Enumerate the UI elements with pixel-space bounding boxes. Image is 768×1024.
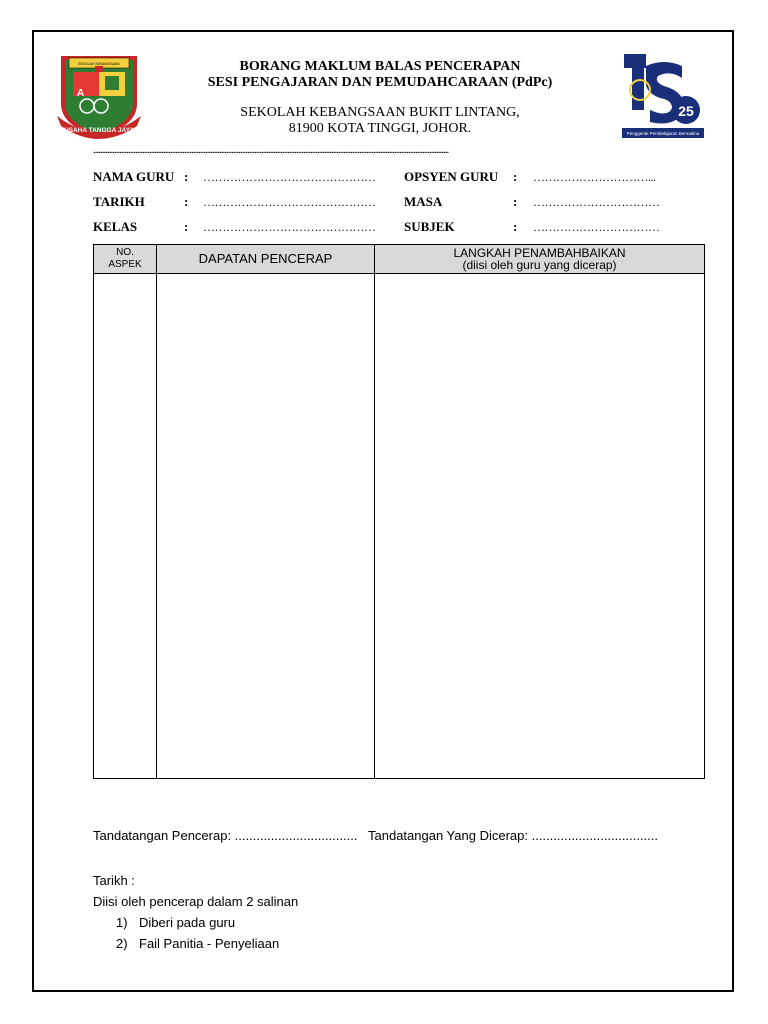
col-dapatan-header: DAPATAN PENCERAP: [157, 245, 375, 274]
kelas-field[interactable]: ………………………………………: [203, 220, 376, 234]
crest-motto: USAHA TANGGA JAYA: [63, 127, 135, 134]
kelas-label: KELAS: [93, 219, 138, 234]
col-aspek-line: ASPEK: [108, 259, 142, 270]
tarikh-colon: :: [184, 194, 189, 209]
subjek-field[interactable]: ……………………………: [533, 220, 660, 234]
opsyen-guru-colon: :: [513, 169, 518, 184]
table-body-row: [94, 274, 705, 779]
opsyen-guru-field[interactable]: …………………………...: [533, 170, 656, 184]
ts25-caption: Penggerak Pembelajaran Bermakna: [626, 131, 700, 136]
col-langkah-line2: (diisi oleh guru yang dicerap): [462, 258, 617, 272]
langkah-cell[interactable]: [375, 274, 705, 779]
school-address: 81900 KOTA TINGGI, JOHOR.: [288, 121, 472, 136]
svg-text:SEKOLAH KEBANGSAAN: SEKOLAH KEBANGSAAN: [78, 62, 120, 66]
col-langkah-header: [375, 245, 705, 274]
col-no-line: NO.: [116, 247, 134, 258]
list-item-number-1: 1): [116, 915, 128, 930]
kelas-colon: :: [184, 219, 189, 234]
tarikh-label: TARIKH: [93, 194, 145, 209]
footer-tarikh: Tarikh :: [93, 873, 135, 888]
ts25-logo: [620, 52, 706, 140]
col-no-aspek-header: [94, 245, 157, 274]
masa-field[interactable]: ……………………………: [533, 195, 660, 209]
col-langkah-line1: LANGKAH PENAMBAHBAIKAN: [453, 246, 626, 260]
nama-guru-field[interactable]: ………………………………………: [203, 170, 376, 184]
footer-note: Diisi oleh pencerap dalam 2 salinan: [93, 894, 299, 909]
tarikh-field[interactable]: ………………………………………: [203, 195, 376, 209]
opsyen-guru-label: OPSYEN GURU: [404, 169, 499, 184]
svg-text:A: A: [77, 88, 85, 99]
form-subtitle: SESI PENGAJARAN DAN PEMUDAHCARAAN (PdPc): [207, 75, 553, 90]
no-aspek-cell[interactable]: [94, 274, 157, 779]
masa-label: MASA: [404, 194, 443, 209]
school-name: SEKOLAH KEBANGSAAN BUKIT LINTANG,: [240, 105, 520, 120]
signature-dicerap[interactable]: Tandatangan Yang Dicerap: ...................................: [368, 828, 658, 843]
form-title: BORANG MAKLUM BALAS PENCERAPAN: [239, 59, 521, 74]
separator-dots: ...........................................................................................................................................................................................................: [93, 144, 449, 156]
list-item-text-1: Diberi pada guru: [139, 915, 236, 930]
masa-colon: :: [513, 194, 518, 209]
nama-guru-colon: :: [184, 169, 189, 184]
observation-table: [93, 244, 705, 779]
list-item-number-2: 2): [116, 936, 128, 951]
subjek-colon: :: [513, 219, 518, 234]
ts25-number: 25: [678, 103, 694, 119]
school-crest-logo: [55, 52, 143, 142]
dapatan-cell[interactable]: [157, 274, 375, 779]
subjek-label: SUBJEK: [404, 219, 455, 234]
table-header-row: [94, 245, 705, 274]
list-item-text-2: Fail Panitia - Penyeliaan: [139, 936, 280, 951]
signature-pencerap[interactable]: Tandatangan Pencerap: ..................................: [93, 828, 358, 843]
nama-guru-label: NAMA GURU: [93, 169, 175, 184]
